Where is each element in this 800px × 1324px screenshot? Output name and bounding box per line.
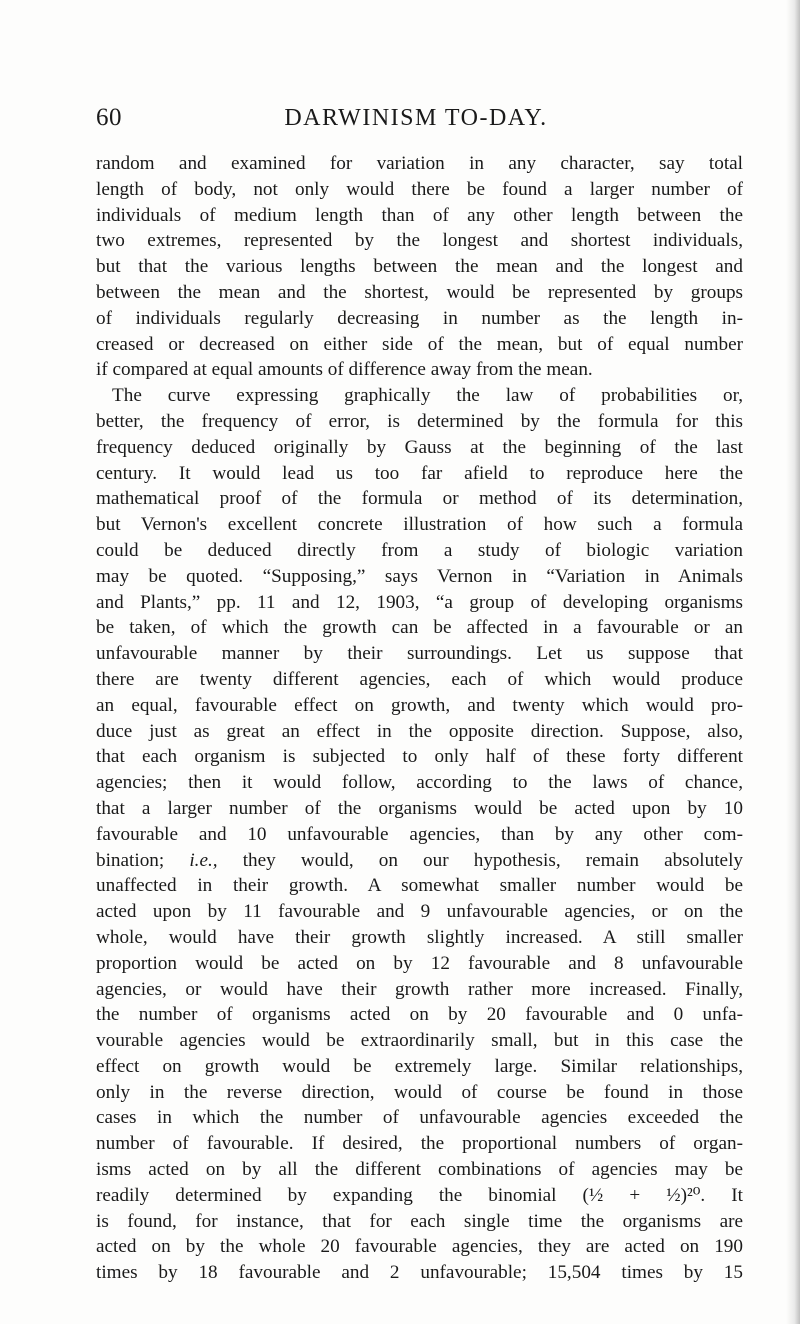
text-line: frequency deduced originally by Gauss at the beginning of the last — [96, 436, 743, 458]
text-line: of individuals regularly decreasing in number as the length in- — [96, 307, 743, 329]
text-line: there are twenty different agencies, each of which would produce — [96, 668, 743, 690]
text-line: length of body, not only would there be found a larger number of — [96, 178, 743, 200]
text-line: could be deduced directly from a study of biologic variation — [96, 539, 743, 561]
text-line: mathematical proof of the formula or method of its determination, — [96, 488, 743, 510]
text-line: isms acted on by all the different combinations of agencies may be — [96, 1159, 743, 1181]
text-line: times by 18 favourable and 2 unfavourable; 15,504 times by 15 — [96, 1262, 743, 1284]
running-head — [96, 103, 736, 137]
text-line: cases in which the number of unfavourable agencies exceeded the — [96, 1107, 743, 1129]
text-line: between the mean and the shortest, would be represented by groups — [96, 281, 743, 303]
text-line: readily determined by expanding the binomial (½ + ½)²⁰. It — [96, 1184, 743, 1206]
page-number: 60 — [96, 104, 122, 131]
text-line: random and examined for variation in any character, say total — [96, 153, 743, 174]
text-line: duce just as great an effect in the opposite direction. Suppose, also, — [96, 720, 743, 742]
text-line: that a larger number of the organisms would be acted upon by 10 — [96, 797, 743, 819]
body-text — [96, 151, 743, 1286]
text-line: if compared at equal amounts of difference away from the mean. — [96, 359, 593, 381]
text-line: vourable agencies would be extraordinarily small, but in this case the — [96, 1030, 743, 1052]
text-line: whole, would have their growth slightly increased. A still smaller — [96, 926, 743, 948]
text-line: favourable and 10 unfavourable agencies, than by any other com- — [96, 823, 743, 845]
text-line: only in the reverse direction, would of course be found in those — [96, 1081, 743, 1103]
text-line: century. It would lead us too far afield to reproduce here the — [96, 462, 743, 484]
text-line: that each organism is subjected to only half of these forty different — [96, 746, 743, 768]
text-line: the number of organisms acted on by 20 favourable and 0 unfa- — [96, 1004, 743, 1026]
text-line: bination; i.e., they would, on our hypothesis, remain absolutely — [96, 849, 743, 871]
text-line: better, the frequency of error, is determined by the formula for this — [96, 410, 743, 432]
text-line: may be quoted. “Supposing,” says Vernon in “Variation in Animals — [96, 565, 743, 587]
text-line: The curve expressing graphically the law of probabilities or, — [112, 385, 743, 407]
text-line: two extremes, represented by the longest and shortest individuals, — [96, 230, 743, 252]
text-line: proportion would be acted on by 12 favourable and 8 unfavourable — [96, 952, 743, 974]
text-line: but that the various lengths between the mean and the longest and — [96, 256, 743, 278]
text-line: creased or decreased on either side of the mean, but of equal number — [96, 333, 743, 355]
text-line: acted upon by 11 favourable and 9 unfavourable agencies, or on the — [96, 901, 743, 923]
text-line: agencies, or would have their growth rather more increased. Finally, — [96, 978, 743, 1000]
text-line: number of favourable. If desired, the proportional numbers of organ- — [96, 1133, 743, 1155]
text-line: be taken, of which the growth can be affected in a favourable or an — [96, 617, 743, 639]
text-line: and Plants,” pp. 11 and 12, 1903, “a group of developing organisms — [96, 591, 743, 613]
text-line: unaffected in their growth. A somewhat smaller number would be — [96, 875, 743, 897]
text-line: unfavourable manner by their surroundings. Let us suppose that — [96, 643, 743, 665]
text-line: an equal, favourable effect on growth, and twenty which would pro- — [96, 694, 743, 716]
text-line: effect on growth would be extremely large. Similar relationships, — [96, 1055, 743, 1077]
italic-abbreviation: i.e., — [189, 849, 218, 871]
text-line: agencies; then it would follow, according to the laws of chance, — [96, 772, 743, 794]
running-title: DARWINISM TO-DAY. — [284, 105, 548, 131]
text-line: is found, for instance, that for each single time the organisms are — [96, 1210, 743, 1232]
page-edge-shadow — [786, 0, 800, 1324]
text-line: individuals of medium length than of any other length between the — [96, 204, 743, 226]
text-line: acted on by the whole 20 favourable agencies, they are acted on 190 — [96, 1236, 743, 1258]
text-line: but Vernon's excellent concrete illustration of how such a formula — [96, 514, 743, 536]
